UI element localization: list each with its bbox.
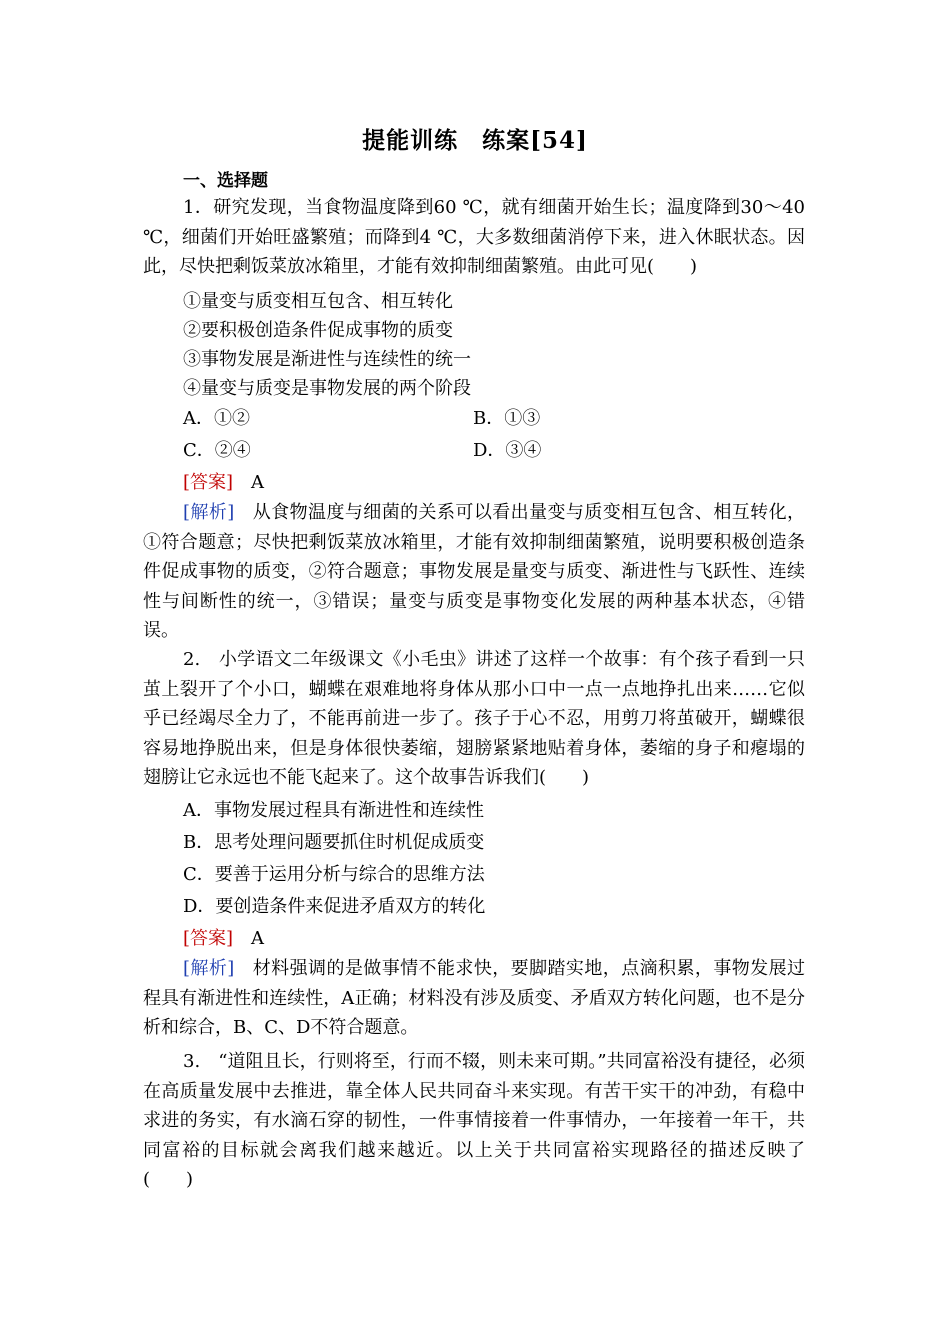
q1-item-4: ④量变与质变是事物发展的两个阶段 <box>183 378 471 399</box>
q1-answer <box>183 468 264 494</box>
q2-analysis: [解析] 材料强调的是做事情不能求快，要脚踏实地，点滴积累，事物发展过程具有渐进性和连续性，A正确；材料没有涉及质变、矛盾双方转化问题，也不是分析和综合，B、C、D不符合题意。 <box>143 958 806 1038</box>
answer-value: A <box>251 928 265 949</box>
q1-option-a: A．①② <box>183 408 250 429</box>
answer-label: [答案] <box>183 928 234 949</box>
q1-item-3: ③事物发展是渐进性与连续性的统一 <box>183 349 471 370</box>
q1-analysis: [解析] 从食物温度与细菌的关系可以看出量变与质变相互包含、相互转化，①符合题意；尽快把剩饭菜放冰箱里，才能有效抑制细菌繁殖，说明要积极创造条件促成事物的质变，②符合题意；事物发展是量变与质变、渐进性与飞跃性、连续性与间断性的统一，③错误；量变与质变是事物变化发展的两种基本状态，④错误。 <box>143 502 806 641</box>
q2-option-c: C．要善于运用分析与综合的思维方法 <box>183 864 485 885</box>
q1-item-1: ①量变与质变相互包含、相互转化 <box>183 291 453 312</box>
answer-value: A <box>251 472 265 493</box>
section-heading: 一、选择题 <box>183 171 268 191</box>
q2-option-a: A．事物发展过程具有渐进性和连续性 <box>183 800 484 821</box>
q2-answer <box>183 924 264 950</box>
page-title: 提能训练 练案[54] <box>362 127 588 154</box>
question-3-stem: 3. “道阻且长，行则将至，行而不辍，则未来可期。”共同富裕没有捷径，必须在高质量发展中去推进，靠全体人民共同奋斗来实现。有苦干实干的冲劲，有稳中求进的务实，有水滴石穿的韧性，一件事情接着一件事情办，一年接着一年干，共同富裕的目标就会离我们越来越近。以上关于共同富裕实现路径的描述反映了( ) <box>143 1051 805 1190</box>
q1-option-b: B．①③ <box>473 408 541 429</box>
q2-option-d: D．要创造条件来促进矛盾双方的转化 <box>183 896 486 917</box>
q1-option-c: C．②④ <box>183 440 251 461</box>
analysis-label: [解析] <box>183 502 235 523</box>
q1-item-2: ②要积极创造条件促成事物的质变 <box>183 320 453 341</box>
question-1-stem: 1．研究发现，当食物温度降到60 ℃，就有细菌开始生长；温度降到30～40 ℃，细菌们开始旺盛繁殖；而降到4 ℃，大多数细菌消停下来，进入休眠状态。因此，尽快把剩饭菜放冰箱里，才能有效抑制细菌繁殖。由此可见( ) <box>143 197 805 277</box>
analysis-label: [解析] <box>183 958 235 979</box>
answer-label: [答案] <box>183 472 234 493</box>
question-2-stem: 2. 小学语文二年级课文《小毛虫》讲述了这样一个故事：有个孩子看到一只茧上裂开了个小口，蝴蝶在艰难地将身体从那小口中一点一点地挣扎出来……它似乎已经竭尽全力了，不能再前进一步了。孩子于心不忍，用剪刀将茧破开，蝴蝶很容易地挣脱出来，但是身体很快萎缩，翅膀紧紧地贴着身体，萎缩的身子和瘪塌的翅膀让它永远也不能飞起来了。这个故事告诉我们( ) <box>143 649 805 788</box>
q2-option-b: B．思考处理问题要抓住时机促成质变 <box>183 832 485 853</box>
q1-option-d: D．③④ <box>473 440 542 461</box>
